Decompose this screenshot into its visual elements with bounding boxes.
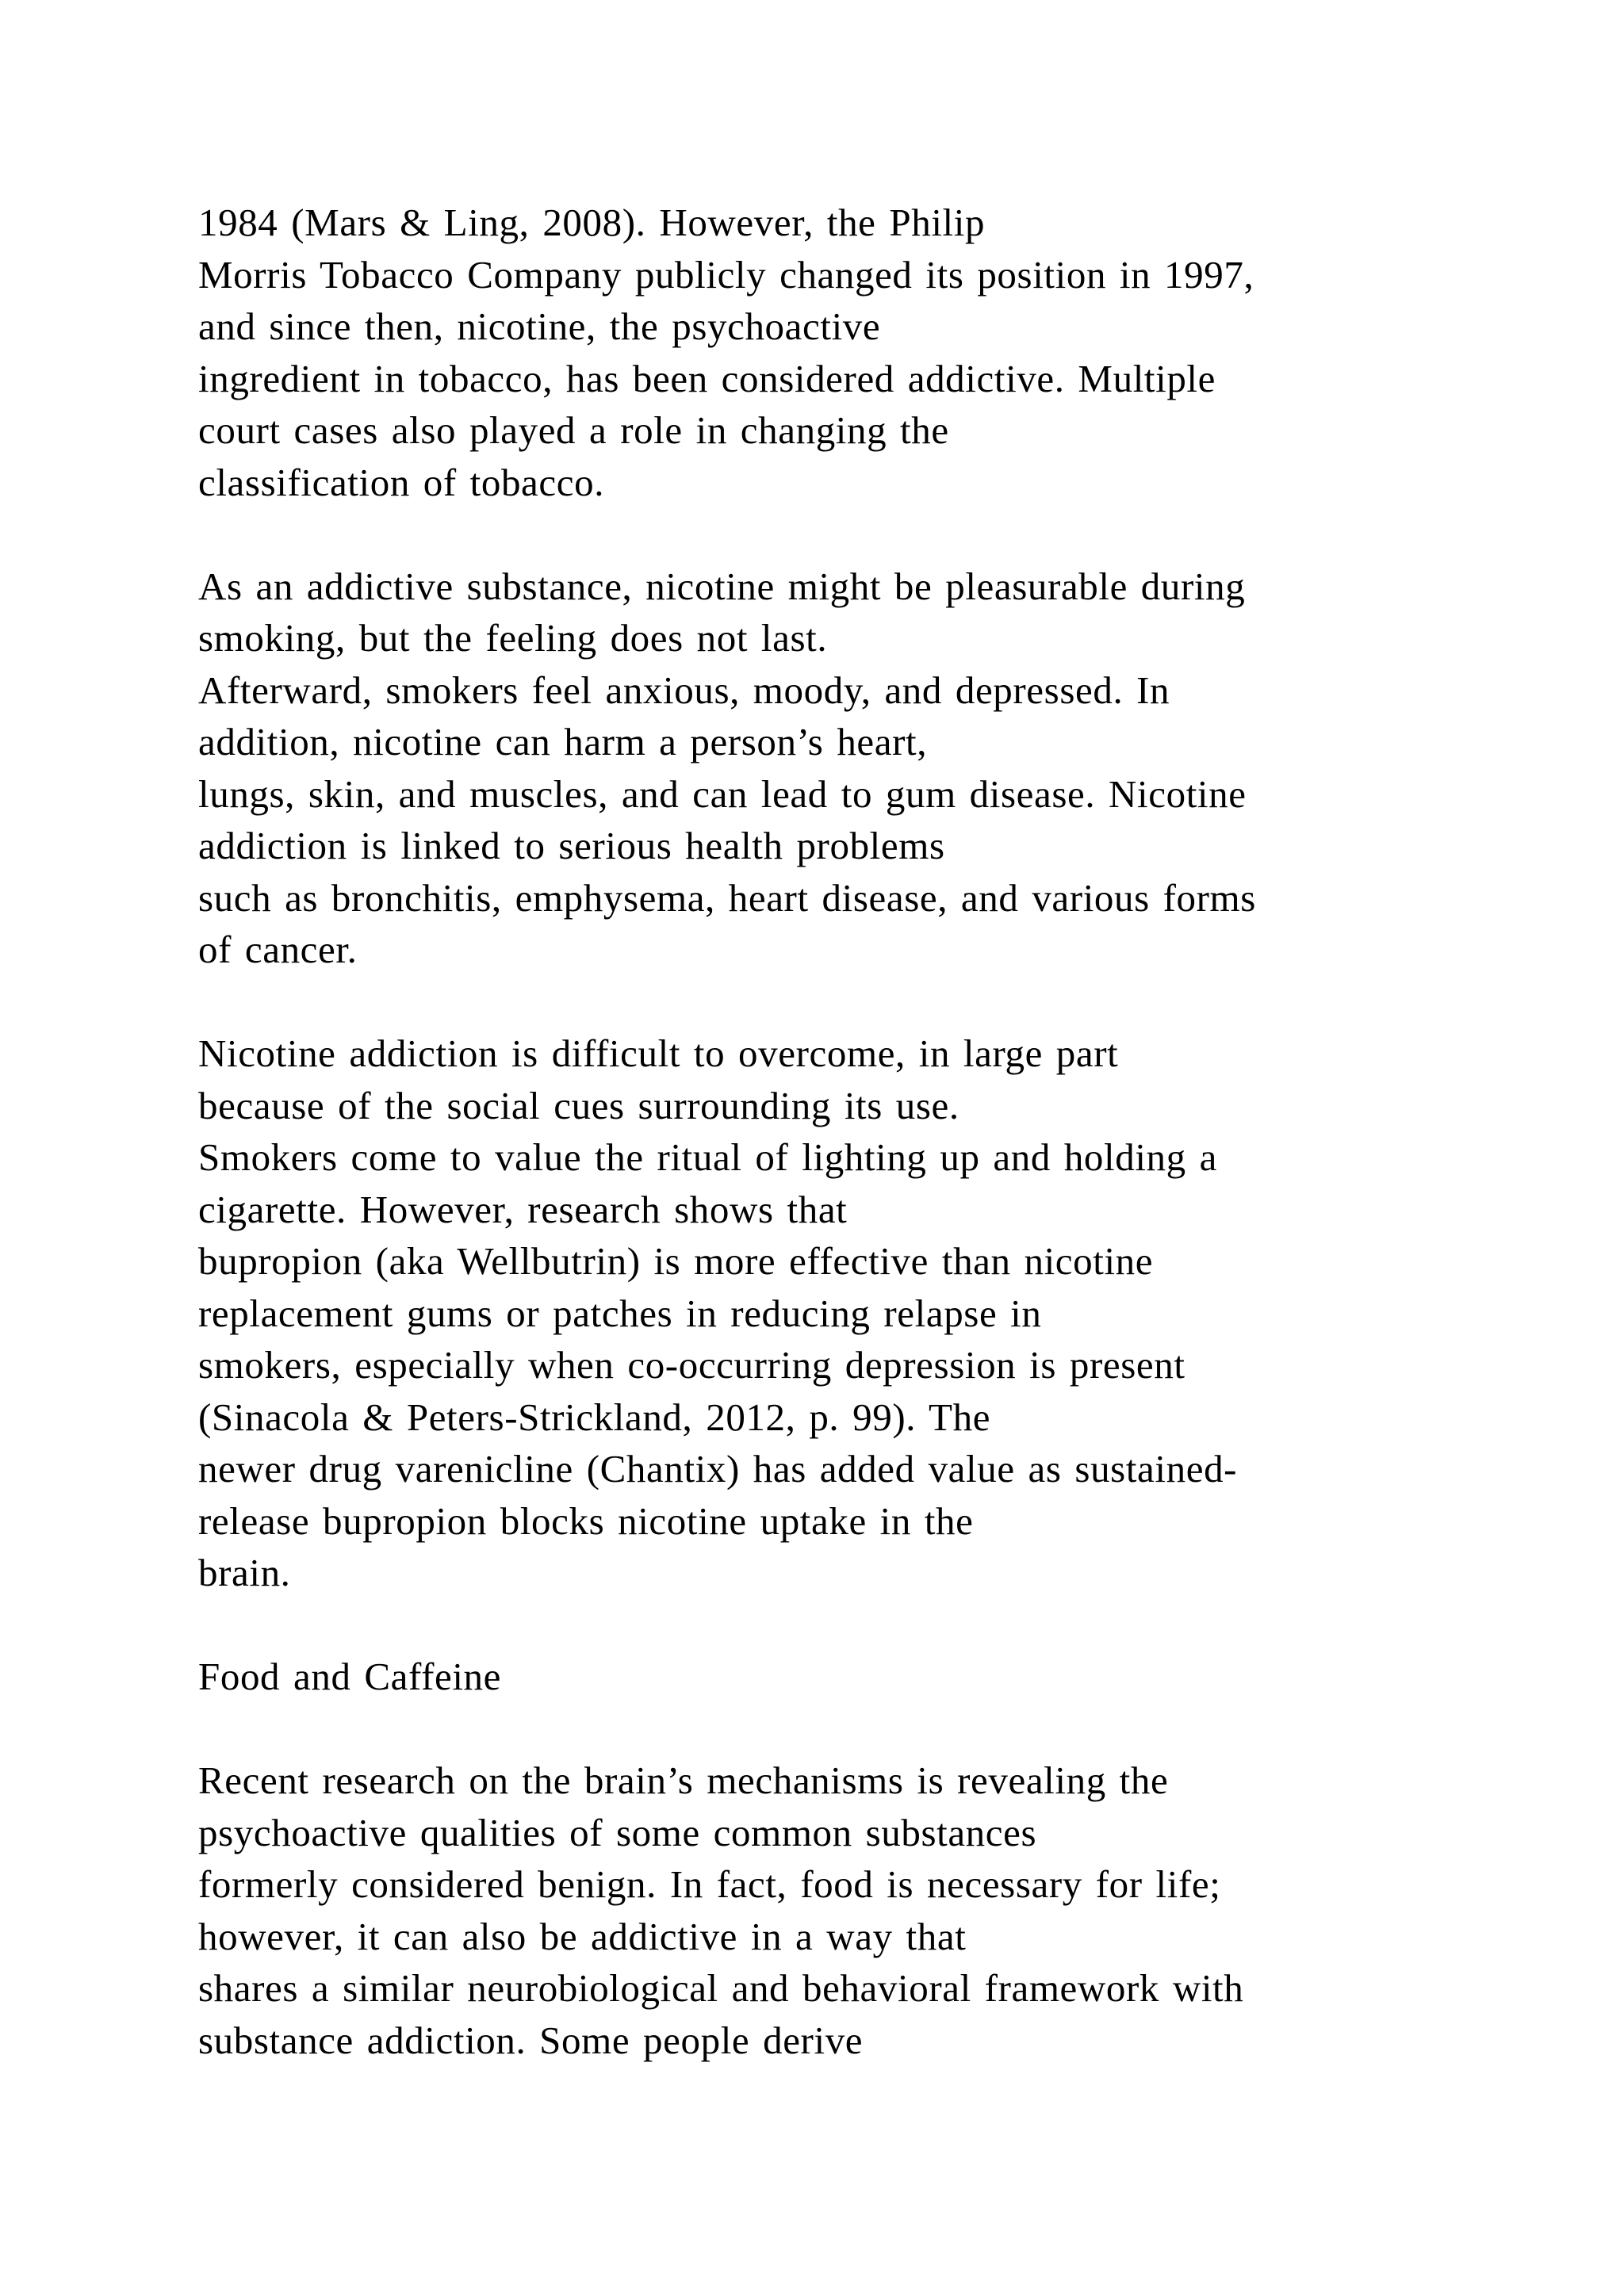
text-line: brain.: [198, 1551, 291, 1594]
section-heading: Food and Caffeine: [198, 1655, 501, 1698]
text-line: As an addictive substance, nicotine might be pleasurable during: [198, 564, 1246, 608]
text-line: addition, nicotine can harm a person’s heart,: [198, 720, 928, 763]
text-line: court cases also played a role in changing the: [198, 408, 949, 452]
paragraph-spacer: [198, 976, 1562, 1028]
text-line: however, it can also be addictive in a way that: [198, 1914, 967, 1958]
text-line: ingredient in tobacco, has been considered addictive. Multiple: [198, 356, 1216, 400]
text-line: smokers, especially when co-occurring depression is present: [198, 1343, 1185, 1387]
section-heading-food-and-caffeine: [198, 1651, 1562, 1703]
text-line: smoking, but the feeling does not last.: [198, 616, 828, 660]
paragraph-spacer: [198, 1599, 1562, 1651]
text-line: cigarette. However, research shows that: [198, 1187, 848, 1231]
text-line: and since then, nicotine, the psychoactive: [198, 304, 881, 348]
paragraph-food-addiction: [198, 1755, 1562, 2066]
text-line: substance addiction. Some people derive: [198, 2018, 864, 2062]
text-line: bupropion (aka Wellbutrin) is more effective than nicotine: [198, 1239, 1154, 1283]
text-line: lungs, skin, and muscles, and can lead to gum disease. Nicotine: [198, 771, 1247, 816]
text-line: Recent research on the brain’s mechanisms is revealing the: [198, 1758, 1169, 1802]
text-line: replacement gums or patches in reducing relapse in: [198, 1291, 1042, 1335]
text-line: addiction is linked to serious health problems: [198, 824, 945, 867]
text-line: such as bronchitis, emphysema, heart disease, and various forms: [198, 875, 1256, 920]
document-body: [198, 197, 1562, 2066]
text-line: Nicotine addiction is difficult to overcome, in large part: [198, 1031, 1119, 1075]
text-line: release bupropion blocks nicotine uptake in the: [198, 1498, 974, 1543]
text-line: Smokers come to value the ritual of lighting up and holding a: [198, 1135, 1217, 1179]
paragraph-tobacco-classification: [198, 197, 1562, 508]
paragraph-nicotine-effects: [198, 561, 1562, 976]
text-line: because of the social cues surrounding its use.: [198, 1083, 959, 1127]
text-line: Morris Tobacco Company publicly changed its position in 1997,: [198, 252, 1254, 297]
text-line: of cancer.: [198, 928, 358, 971]
text-line: formerly considered benign. In fact, food is necessary for life;: [198, 1862, 1221, 1906]
text-line: psychoactive qualities of some common substances: [198, 1810, 1037, 1854]
paragraph-nicotine-treatment: [198, 1027, 1562, 1599]
text-line: Afterward, smokers feel anxious, moody, and depressed. In: [198, 668, 1170, 712]
text-line: (Sinacola & Peters-Strickland, 2012, p. 99). The: [198, 1395, 991, 1439]
text-line: 1984 (Mars & Ling, 2008). However, the Philip: [198, 201, 986, 244]
text-line: shares a similar neurobiological and behavioral framework with: [198, 1966, 1244, 2010]
paragraph-spacer: [198, 508, 1562, 561]
paragraph-spacer: [198, 1703, 1562, 1755]
text-line: classification of tobacco.: [198, 460, 605, 504]
text-line: newer drug varenicline (Chantix) has added value as sustained-: [198, 1447, 1238, 1490]
